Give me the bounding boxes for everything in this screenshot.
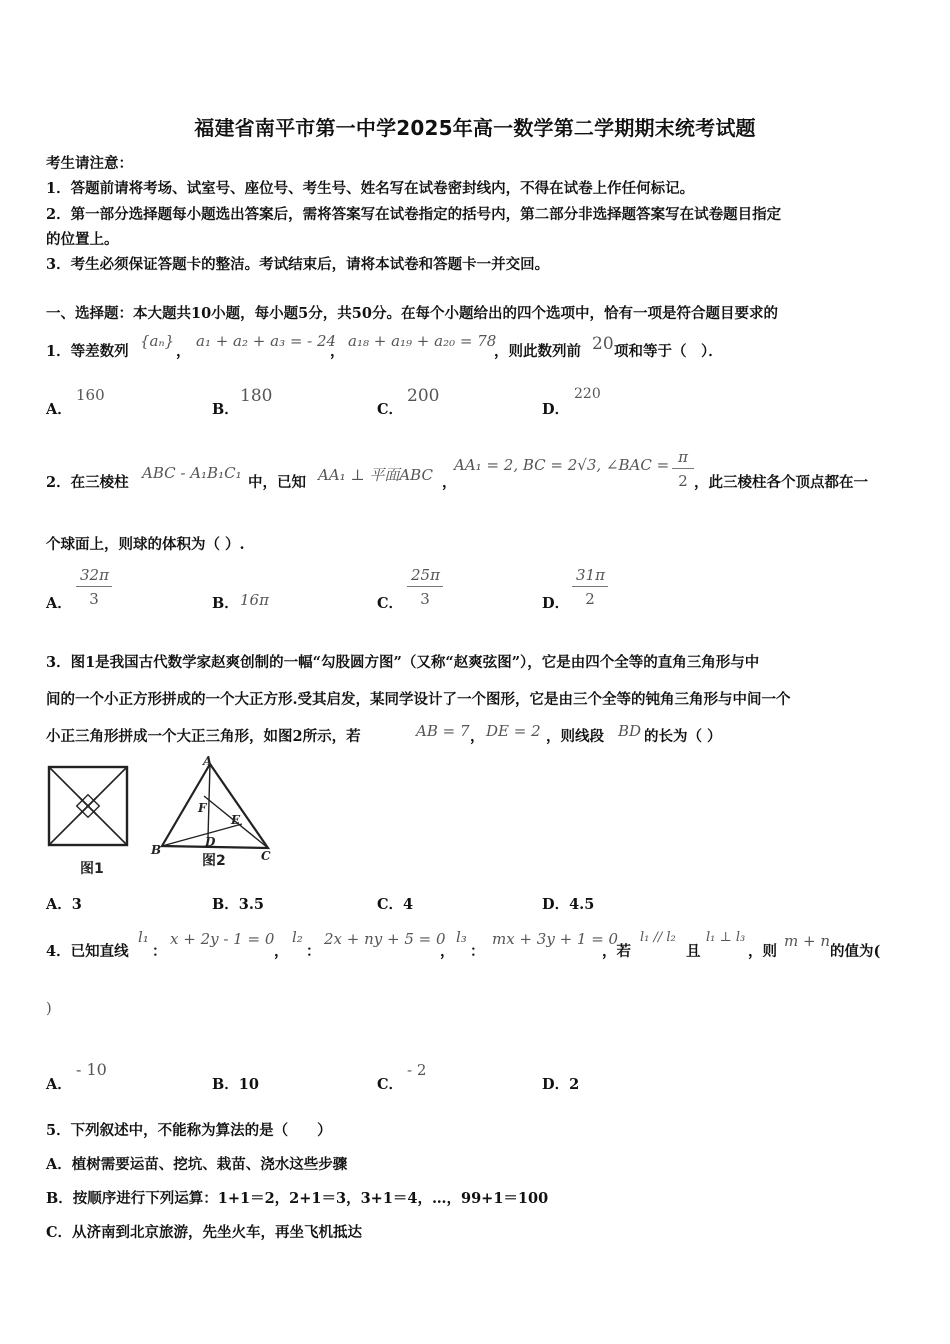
q4-l2: l₂ <box>292 928 303 946</box>
notice-item-3: 3．考生必须保证答题卡的整洁。考试结束后，请将本试卷和答题卡一并交回。 <box>46 256 550 273</box>
notice-item-2-cont: 的位置上。 <box>46 231 119 248</box>
q4-option-b <box>212 1073 259 1094</box>
q4-colon-3: ： <box>470 943 485 960</box>
q1-option-a-value: 160 <box>76 386 105 404</box>
notice-heading: 考生请注意： <box>46 155 133 172</box>
q2-option-d-fraction <box>572 564 608 611</box>
q2-prefix: 2．在三棱柱 <box>46 474 129 491</box>
q4-equation-2: 2x + ny + 5 = 0 <box>324 930 446 948</box>
figure-2-label: 图2 <box>202 853 226 869</box>
q3-option-a <box>46 893 82 914</box>
figure-1-label: 图1 <box>80 861 104 877</box>
q1-n: 20 <box>592 334 614 354</box>
q1-option-d <box>542 386 601 419</box>
q2-option-a-fraction <box>76 564 112 611</box>
q2-sep: ， <box>442 474 457 491</box>
q2-text-2: ，此三棱柱各个顶点都在一 <box>694 474 868 491</box>
question-3-line-2: 间的一个小正方形拼成的一个大正方形.受其启发，某同学设计了一个图形，它是由三个全等的钝角三角形与中间一个 <box>46 691 791 708</box>
label-point-f: F <box>198 801 207 815</box>
q3-option-b-label: B． <box>212 896 239 913</box>
q2-option-d-num: 31π <box>572 564 608 587</box>
section-heading: 一、选择题：本大题共10小题，每小题5分，共50分。在每个小题给出的四个选项中，恰有一项是符合题目要求的 <box>46 305 778 322</box>
q1-mid: ，则此数列前 <box>494 343 581 360</box>
q3-option-c-label: C． <box>377 896 404 913</box>
q1-sep1: ， <box>176 343 191 360</box>
q3-option-b <box>212 893 264 914</box>
q2-option-c-num: 25π <box>407 564 443 587</box>
q3-line3b: ，则线段 <box>546 728 604 745</box>
q4-and: 且 <box>686 943 701 960</box>
q4-option-b-label: B． <box>212 1076 239 1093</box>
q1-option-b-value: 180 <box>240 386 273 406</box>
label-point-e: E <box>231 813 241 827</box>
zhao-shuang-figure-1 <box>46 764 132 850</box>
q4-parallel: l₁ // l₂ <box>640 930 676 945</box>
q2-option-a-den: 3 <box>89 590 99 608</box>
q4-option-a <box>46 1060 107 1094</box>
q2-option-b <box>212 591 269 613</box>
q2-angle-den: 2 <box>678 472 688 490</box>
q1-option-b-label: B． <box>212 401 239 418</box>
page-title: 福建省南平市第一中学2025年高一数学第二学期期末统考试题 <box>194 116 756 140</box>
q1-option-c <box>377 386 440 419</box>
q4-option-c-value: - 2 <box>407 1061 427 1079</box>
q3-ab: AB = 7 <box>416 722 470 740</box>
q4-option-d-value: 2 <box>569 1076 580 1093</box>
q4-option-d <box>542 1073 579 1094</box>
q4-option-a-label: A． <box>46 1076 72 1093</box>
q2-perpendicular: AA₁ ⊥ 平面ABC <box>318 466 433 484</box>
q4-option-c <box>377 1061 427 1094</box>
q1-option-a <box>46 386 105 419</box>
q1-option-d-label: D． <box>542 401 570 418</box>
q4-l1: l₁ <box>138 928 149 946</box>
q1-suffix: 项和等于（ ）． <box>614 343 723 360</box>
q3-option-c <box>377 893 413 914</box>
q2-option-d-den: 2 <box>585 590 595 608</box>
q4-prefix: 4．已知直线 <box>46 943 129 960</box>
q3-option-d <box>542 893 594 914</box>
q1-sequence: {aₙ} <box>140 332 175 350</box>
q4-then: ，则 <box>748 943 777 960</box>
q3-option-a-value: 3 <box>71 896 82 913</box>
notice-item-2: 2．第一部分选择题每小题选出答案后，需将答案写在试卷指定的括号内，第二部分非选择题答案写在试卷题目指定 <box>46 206 782 223</box>
q1-sep2: ， <box>330 343 345 360</box>
q3-option-d-label: D． <box>542 896 570 913</box>
q2-condition: AA₁ = 2, BC = 2√3, ∠BAC = <box>454 456 670 474</box>
q2-option-b-label: B． <box>212 595 239 612</box>
label-point-b: B <box>151 843 162 857</box>
q4-sep-2: ， <box>440 943 455 960</box>
q5-option-c: C．从济南到北京旅游，先坐火车，再坐飞机抵达 <box>46 1224 363 1241</box>
q3-line3a: 小正三角形拼成一个大正三角形，如图2所示，若 <box>46 728 361 745</box>
label-point-a: A <box>203 754 213 768</box>
q4-option-a-value: - 10 <box>76 1060 107 1079</box>
q2-option-d-label: D． <box>542 595 570 612</box>
q2-option-c-den: 3 <box>420 590 430 608</box>
q4-close-paren: ) <box>46 1001 52 1017</box>
question-3-line-1: 3．图1是我国古代数学家赵爽创制的一幅“勾股圆方图”（又称“赵爽弦图”），它是由四个全等的直角三角形与中 <box>46 654 760 671</box>
q5-option-a: A．植树需要运苗、挖坑、栽苗、浇水这些步骤 <box>46 1156 348 1173</box>
q4-l3: l₃ <box>456 928 467 946</box>
q1-option-d-value: 220 <box>574 386 601 402</box>
q3-option-a-label: A． <box>46 896 72 913</box>
q4-option-d-label: D． <box>542 1076 570 1093</box>
q4-equation-1: x + 2y - 1 = 0 <box>170 930 275 948</box>
q2-prism: ABC - A₁B₁C₁ <box>142 464 242 482</box>
q3-option-d-value: 4.5 <box>569 896 595 913</box>
q3-de: DE = 2 <box>486 722 541 740</box>
q4-sep-1: ， <box>274 943 289 960</box>
q3-sep: ， <box>470 728 485 745</box>
q2-option-c-label: C． <box>377 595 404 612</box>
q2-option-a-num: 32π <box>76 564 112 587</box>
q4-colon-1: ： <box>152 943 167 960</box>
q1-condition-1: a₁ + a₂ + a₃ = - 24 <box>196 332 337 350</box>
question-2-stem-cont: 个球面上，则球的体积为（ ）. <box>46 536 245 553</box>
q3-option-c-value: 4 <box>403 896 414 913</box>
q2-angle-num: π <box>672 446 694 469</box>
q4-expression: m + n <box>784 932 830 950</box>
q2-text-1: 中，已知 <box>248 474 306 491</box>
q1-condition-2: a₁₈ + a₁₉ + a₂₀ = 78 <box>348 332 497 350</box>
q2-option-a-label: A． <box>46 595 72 612</box>
q1-option-c-value: 200 <box>407 386 440 406</box>
label-point-c: C <box>261 849 271 862</box>
q4-equation-3: mx + 3y + 1 = 0 <box>492 930 619 948</box>
q4-if: ，若 <box>602 943 631 960</box>
q3-option-b-value: 3.5 <box>238 896 264 913</box>
q4-option-b-value: 10 <box>238 1076 259 1093</box>
q1-option-b <box>212 386 273 419</box>
q4-option-c-label: C． <box>377 1076 404 1093</box>
q2-angle-fraction <box>672 446 694 493</box>
q4-tail: 的值为( <box>830 943 881 960</box>
q5-option-b: B．按顺序进行下列运算：1+1＝2，2+1＝3，3+1＝4，…，99+1＝100 <box>46 1190 549 1207</box>
q1-option-c-label: C． <box>377 401 404 418</box>
notice-item-1: 1．答题前请将考场、试室号、座位号、考生号、姓名写在试卷密封线内，不得在试卷上作任何标记。 <box>46 180 695 197</box>
q1-option-a-label: A． <box>46 401 72 418</box>
q4-colon-2: ： <box>306 943 321 960</box>
question-5-stem: 5．下列叙述中，不能称为算法的是（ ） <box>46 1122 332 1139</box>
q1-prefix: 1．等差数列 <box>46 343 129 360</box>
q2-option-b-value: 16π <box>240 591 269 609</box>
triangle-figure-2 <box>148 754 280 862</box>
q2-option-c-fraction <box>407 564 443 611</box>
q3-bd: BD <box>618 722 642 740</box>
label-point-d: D <box>205 835 216 849</box>
q3-line3c: 的长为（ ） <box>644 728 722 745</box>
q4-perpendicular: l₁ ⊥ l₃ <box>706 930 746 945</box>
